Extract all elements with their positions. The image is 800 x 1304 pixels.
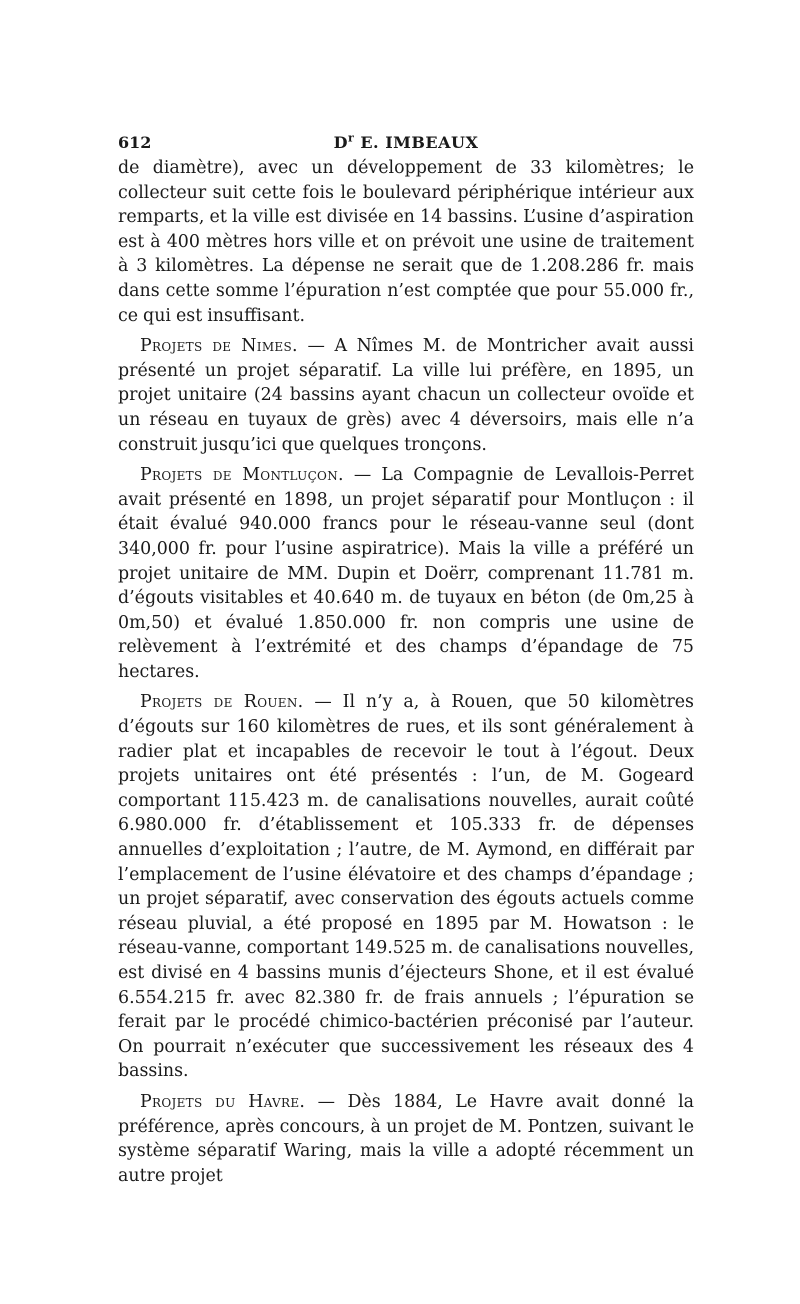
paragraph-text: — Il n’y a, à Rouen, que 50 kilomètres d’égouts sur 160 kilomètres de rues, et ils sont généralement à radier plat et incapables de recevoir le tout à l’égout. Deux projets unitaires ont été présentés : l’un, de M. Gogeard comportant 115.423 m. de canalisations nouvelles, aurait coûté 6.980.000 fr. d’établissement et 105.333 fr. de dépenses annuelles d’exploitation ; l’autre, de M. Aymond, en différait par l’emplacement de l’usine élévatoire et des champs d’épandage ; un projet séparatif, avec conservation des égouts actuels comme réseau pluvial, a été proposé en 1895 par M. Howatson : le réseau-vanne, comportant 149.525 m. de canalisations nouvelles, est divisé en 4 bassins munis d’éjecteurs Shone, et il est évalué 6.554.215 fr. avec 82.380 fr. de frais annuels ; l’épuration se ferait par le procédé chimico-bactérien préconisé par l’auteur. On pourrait n’exécuter que successivement les réseaux des 4 bassins.: [118, 692, 694, 1082]
section-heading: Projets de Montluçon.: [140, 465, 344, 486]
paragraph-text: de diamètre), avec un développement de 33 kilomètres; le collecteur suit cette fois le boulevard périphérique intérieur aux remparts, et la ville est divisée en 14 bassins. L’usine d’aspiration est à 400 mètres hors ville et on prévoit une usine de traitement à 3 kilomètres. La dépense ne serait que de 1.208.286 fr. mais dans cette somme l’épuration n’est comptée que pour 55.000 fr., ce qui est insuffisant.: [118, 158, 694, 326]
page-number: 612: [118, 133, 152, 152]
book-page: [118, 130, 694, 1188]
section-heading: Projets de Rouen.: [140, 692, 304, 713]
paragraph-text: — La Compagnie de Levallois-Perret avait présenté en 1898, un projet séparatif pour Montluçon : il était évalué 940.000 francs pour le réseau-vanne seul (dont 340,000 fr. pour l’usine aspiratrice). Mais la ville a préféré un projet unitaire de MM. Dupin et Doërr, comprenant 11.781 m. d’égouts visitables et 40.640 m. de tuyaux en béton (de 0m,25 à 0m,50) et évalué 1.850.000 fr. non compris une usine de relèvement à l’extrémité et des champs d’épandage de 75 hectares.: [118, 465, 694, 682]
section-heading: Projets du Havre.: [140, 1091, 306, 1112]
author-prefix-superscript: r: [347, 131, 355, 145]
paragraph-text: — Dès 1884, Le Havre avait donné la préférence, après concours, à un projet de M. Pontzen, suivant le système séparatif Waring, mais la ville a adopté récemment un autre projet: [118, 1091, 694, 1186]
paragraph-havre: [118, 1090, 694, 1188]
section-heading: Projets de Nimes.: [140, 336, 298, 357]
body-text: [118, 156, 694, 1188]
running-head: [118, 130, 694, 156]
paragraph-montlucon: [118, 463, 694, 684]
paragraph-text: — A Nîmes M. de Montricher avait aussi présenté un projet séparatif. La ville lui préfère, en 1895, un projet unitaire (24 bassins ayant chacun un collecteur ovoïde et un réseau en tuyaux de grès) avec 4 déversoirs, mais elle n’a construit jusqu’ici que quelques tronçons.: [118, 336, 694, 455]
paragraph-rouen: [118, 690, 694, 1084]
paragraph-continuation: [118, 156, 694, 328]
author-prefix: D: [333, 133, 348, 152]
author-name: E. IMBEAUX: [360, 133, 479, 152]
author-header: [118, 130, 694, 156]
paragraph-nimes: [118, 334, 694, 457]
